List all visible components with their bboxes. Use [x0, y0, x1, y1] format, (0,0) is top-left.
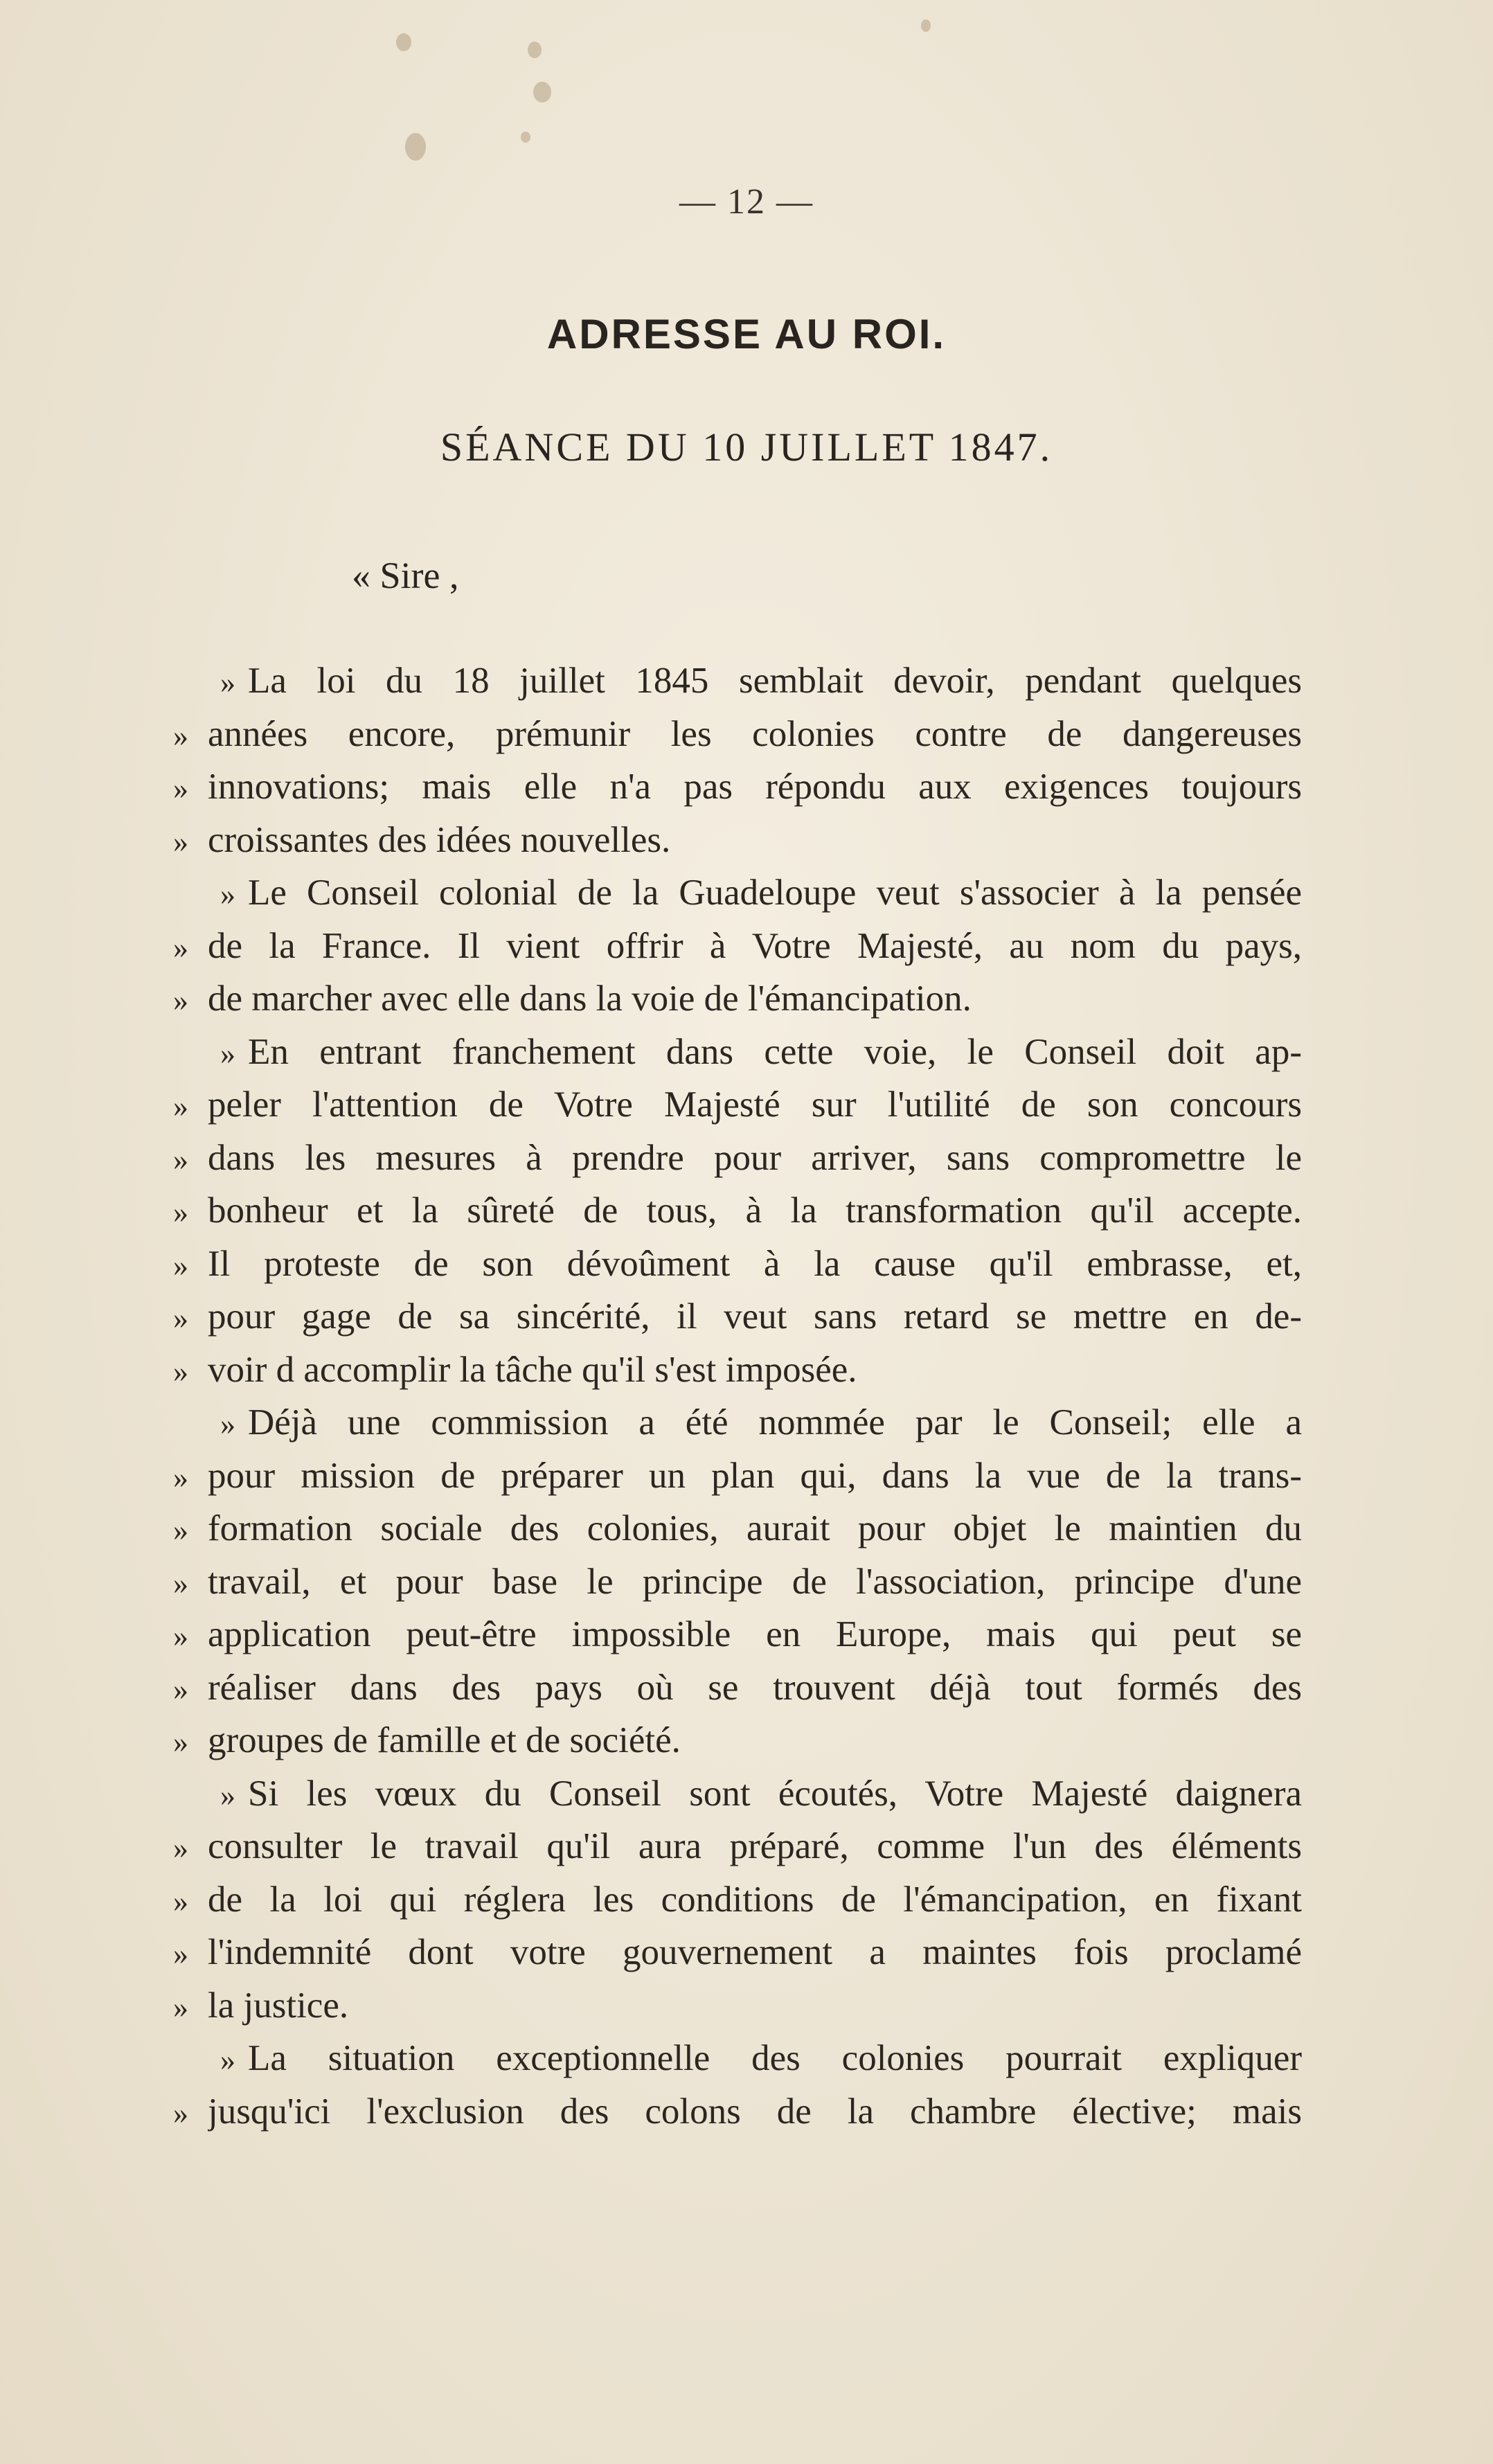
quote-mark: » [173, 718, 188, 753]
quote-mark: » [173, 1990, 188, 2024]
quote-mark: » [173, 2096, 188, 2130]
line-text: application peut-être impossible en Europe, mais qui peut se [208, 1614, 1302, 1654]
line-text: Le Conseil colonial de la Guadeloupe veut s'associer à la pensée [248, 873, 1302, 913]
text-line [173, 2032, 1302, 2085]
address-body [173, 654, 1302, 2138]
text-line [173, 1714, 1302, 1767]
quote-mark: » [173, 1248, 188, 1283]
line-text: croissantes des idées nouvelles. [208, 819, 671, 860]
line-text: bonheur et la sûreté de tous, à la transformation qu'il accepte. [208, 1190, 1302, 1231]
line-text: dans les mesures à prendre pour arriver, sans compromettre le [208, 1137, 1302, 1178]
quote-mark: » [173, 1937, 188, 1971]
line-text: La loi du 18 juillet 1845 semblait devoir, pendant quelques [248, 661, 1302, 701]
quote-mark: » [220, 1778, 235, 1812]
line-text: années encore, prémunir les colonies contre de dangereuses [208, 713, 1302, 754]
text-line [173, 1926, 1302, 1979]
text-line [173, 1449, 1302, 1503]
text-line [173, 1608, 1302, 1661]
paper-stain [533, 82, 551, 102]
quote-mark: » [173, 983, 188, 1017]
line-text: de la France. Il vient offrir à Votre Majesté, au nom du pays, [208, 925, 1302, 966]
text-line [173, 1502, 1302, 1555]
line-text: En entrant franchement dans cette voie, le Conseil doit ap- [248, 1031, 1302, 1072]
text-line [173, 1184, 1302, 1238]
line-text: réaliser dans des pays où se trouvent déjà tout formés des [208, 1667, 1302, 1708]
line-text: groupes de famille et de société. [208, 1720, 681, 1760]
quote-mark: » [173, 1566, 188, 1600]
line-text: innovations; mais elle n'a pas répondu aux exigences toujours [208, 767, 1302, 807]
text-line [173, 1555, 1302, 1609]
quote-mark: » [220, 2043, 235, 2077]
quote-mark: » [173, 1619, 188, 1653]
quote-mark: » [220, 666, 235, 699]
quote-mark: » [220, 1407, 235, 1441]
line-text: Déjà une commission a été nommée par le Conseil; elle a [248, 1402, 1302, 1443]
section-heading: ADRESSE AU ROI. [546, 311, 947, 357]
quote-mark: » [220, 877, 235, 911]
quote-mark: » [173, 1884, 188, 1918]
text-line [173, 654, 1302, 708]
line-text: voir d accomplir la tâche qu'il s'est imposée. [208, 1349, 857, 1390]
paper-stain [528, 42, 542, 58]
session-date: SÉANCE DU 10 JUILLET 1847. [440, 425, 1053, 470]
quote-mark: » [173, 1195, 188, 1229]
quote-mark: » [173, 824, 188, 859]
quote-mark: » [173, 1672, 188, 1706]
paper-stain [405, 133, 426, 161]
text-line [173, 866, 1302, 920]
line-text: pour mission de préparer un plan qui, dans la vue de la trans- [208, 1455, 1302, 1496]
quote-mark: » [173, 930, 188, 965]
quote-mark: » [173, 1725, 188, 1759]
paper-stain [521, 132, 530, 143]
text-line [173, 1290, 1302, 1343]
line-text: La situation exceptionnelle des colonies pourrait expliquer [248, 2038, 1302, 2078]
quote-mark: » [173, 1142, 188, 1177]
text-line [173, 1078, 1302, 1132]
text-line [173, 1396, 1302, 1449]
paper-stain [921, 19, 931, 32]
text-line [173, 1238, 1302, 1291]
text-line [173, 814, 1302, 867]
quote-mark: » [173, 1460, 188, 1494]
page-number: — 12 — [679, 182, 814, 222]
text-line [173, 1661, 1302, 1715]
quote-mark: » [173, 1831, 188, 1865]
line-text: travail, et pour base le principe de l'association, principe d'une [208, 1561, 1302, 1602]
line-text: formation sociale des colonies, aurait pour objet le maintien du [208, 1508, 1302, 1548]
text-line [173, 2085, 1302, 2139]
line-text: de la loi qui réglera les conditions de l'émancipation, en fixant [208, 1879, 1302, 1920]
quote-mark: » [173, 1089, 188, 1123]
text-line [173, 1132, 1302, 1185]
line-text: l'indemnité dont votre gouvernement a maintes fois proclamé [208, 1932, 1302, 1972]
text-line [173, 1767, 1302, 1821]
text-line [173, 920, 1302, 973]
quote-mark: » [173, 771, 188, 805]
quote-mark: » [173, 1354, 188, 1389]
line-text: Si les vœux du Conseil sont écoutés, Votre Majesté daignera [248, 1773, 1302, 1814]
text-line [173, 760, 1302, 814]
text-line [173, 708, 1302, 761]
line-text: pour gage de sa sincérité, il veut sans retard se mettre en de- [208, 1296, 1302, 1337]
text-line [173, 1820, 1302, 1873]
quote-mark: » [173, 1301, 188, 1335]
quote-mark: » [173, 1513, 188, 1547]
quote-mark: » [220, 1036, 235, 1071]
text-line [173, 1026, 1302, 1079]
line-text: de marcher avec elle dans la voie de l'émancipation. [208, 979, 972, 1019]
text-line [173, 1979, 1302, 2033]
paper-stain [396, 33, 411, 51]
line-text: la justice. [208, 1985, 349, 2026]
text-line [173, 1343, 1302, 1397]
line-text: peler l'attention de Votre Majesté sur l'utilité de son concours [208, 1084, 1302, 1125]
line-text: Il proteste de son dévoûment à la cause qu'il embrasse, et, [208, 1243, 1302, 1284]
line-text: consulter le travail qu'il aura préparé, comme l'un des éléments [208, 1826, 1302, 1866]
salutation: « Sire , [352, 555, 459, 596]
text-line [173, 972, 1302, 1026]
text-line [173, 1873, 1302, 1927]
line-text: jusqu'ici l'exclusion des colons de la chambre élective; mais [208, 2091, 1302, 2132]
